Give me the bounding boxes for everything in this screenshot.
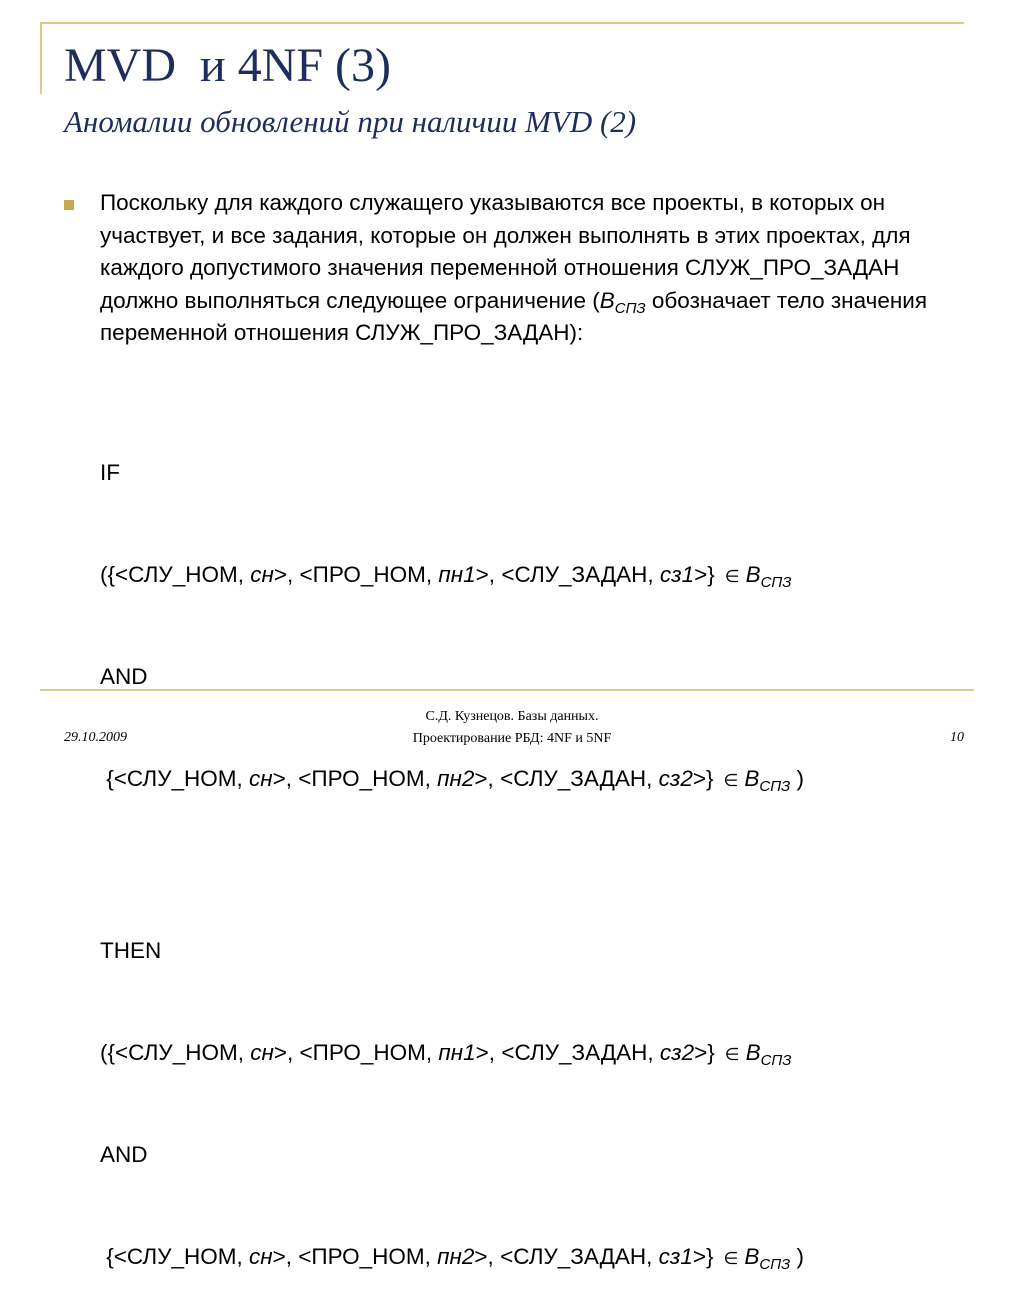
keyword-if: IF <box>100 460 120 485</box>
var-emp: сн <box>249 766 273 791</box>
attr-emp: <СЛУ_НОМ, <box>115 1040 251 1065</box>
element-of-icon: ∈ <box>724 567 740 586</box>
constraint-formula <box>100 388 980 1308</box>
attr-proj: <ПРО_НОМ, <box>299 1040 439 1065</box>
set-sub: СПЗ <box>759 1256 791 1273</box>
close-brace: } <box>706 766 714 791</box>
open-brace: { <box>106 1244 114 1269</box>
bullet-var-sub: СПЗ <box>614 299 646 317</box>
set-sub: СПЗ <box>759 778 791 795</box>
var-proj1: пн1 <box>438 562 476 587</box>
attr-emp: <СЛУ_НОМ, <box>113 1244 249 1269</box>
set-sub: СПЗ <box>760 1052 792 1069</box>
open-brace: { <box>107 1040 116 1065</box>
keyword-and: AND <box>100 1142 148 1167</box>
frame-left-rule <box>40 22 42 94</box>
element-of-icon: ∈ <box>723 1249 739 1268</box>
slide-subtitle: Аномалии обновлений при наличии MVD (2) <box>64 104 637 139</box>
attr-task: <СЛУ_ЗАДАН, <box>501 562 660 587</box>
bullet-text-before: Поскольку для каждого служащего указываются все проекты, в которых он участвует, и все задания, которые он должен выполнять в этих проектах, для каждого допустимого значения переменной отношения СЛУЖ_ПРО_ЗАДАН должно выполняться следующее ограничение ( <box>100 190 911 313</box>
bullet-square-icon <box>64 200 74 210</box>
set-base: B <box>745 1040 761 1065</box>
set-base: B <box>745 562 761 587</box>
footer-date: 29.10.2009 <box>64 730 127 745</box>
var-emp: сн <box>250 562 274 587</box>
formula-premise-2 <box>100 762 980 796</box>
gt: > <box>694 562 708 587</box>
close-brace: } <box>707 1040 715 1065</box>
gt: > <box>692 1244 707 1269</box>
open-brace: { <box>106 766 114 791</box>
var-emp: сн <box>250 1040 274 1065</box>
sep: >, <box>272 766 299 791</box>
close-paren: ) <box>790 766 805 791</box>
formula-conclusion-2 <box>100 1240 980 1274</box>
slide-title: MVD и 4NF (3) <box>64 39 392 92</box>
var-proj1: пн1 <box>438 1040 476 1065</box>
close-brace: } <box>706 1244 714 1269</box>
element-of-icon: ∈ <box>724 1045 740 1064</box>
var-proj2: пн2 <box>437 766 475 791</box>
formula-if-line <box>100 456 980 490</box>
var-task1: сз1 <box>658 1244 693 1269</box>
var-proj2: пн2 <box>437 1244 475 1269</box>
set-base: B <box>744 1244 760 1269</box>
var-task1: сз1 <box>659 562 695 587</box>
set-sub: СПЗ <box>760 574 792 591</box>
close-brace: } <box>707 562 715 587</box>
attr-proj: <ПРО_НОМ, <box>299 562 439 587</box>
attr-proj: <ПРО_НОМ, <box>298 766 438 791</box>
attr-proj: <ПРО_НОМ, <box>298 1244 438 1269</box>
sep: >, <box>273 1040 300 1065</box>
bullet-text-after: обозначает тело значения переменной отношения СЛУЖ_ПРО_ЗАДАН): <box>100 287 928 345</box>
attr-task: <СЛУ_ЗАДАН, <box>500 1244 659 1269</box>
attr-task: <СЛУ_ЗАДАН, <box>501 1040 660 1065</box>
sep: >, <box>475 1040 502 1065</box>
footer-divider <box>40 689 974 691</box>
open-brace: { <box>107 562 116 587</box>
set-base: B <box>744 766 760 791</box>
formula-conclusion-1 <box>100 1036 980 1070</box>
var-task2: сз2 <box>658 766 693 791</box>
sep: >, <box>272 1244 299 1269</box>
sep: >, <box>475 562 502 587</box>
bullet-var-base: B <box>599 287 615 313</box>
open-paren: ( <box>100 562 108 587</box>
var-task2: сз2 <box>659 1040 695 1065</box>
keyword-then: THEN <box>100 938 162 963</box>
element-of-icon: ∈ <box>723 771 739 790</box>
gt: > <box>692 766 707 791</box>
gt: > <box>694 1040 708 1065</box>
footer-caption <box>340 706 684 750</box>
bullet-text <box>100 187 980 350</box>
attr-emp: <СЛУ_НОМ, <box>113 766 249 791</box>
open-paren: ( <box>100 1040 108 1065</box>
keyword-and: AND <box>100 664 148 689</box>
attr-task: <СЛУ_ЗАДАН, <box>500 766 659 791</box>
sep: >, <box>474 766 501 791</box>
formula-then-line <box>100 934 980 968</box>
footer-author-line: С.Д. Кузнецов. Базы данных. <box>425 709 599 724</box>
formula-premise-1 <box>100 558 980 592</box>
footer-topic-line: Проектирование РБД: 4NF и 5NF <box>412 731 612 746</box>
frame-top-rule <box>40 22 964 24</box>
var-emp: сн <box>249 1244 273 1269</box>
sep: >, <box>474 1244 501 1269</box>
sep: >, <box>273 562 300 587</box>
formula-and-line-2 <box>100 1138 980 1172</box>
page-number: 10 <box>950 730 964 745</box>
attr-emp: <СЛУ_НОМ, <box>115 562 251 587</box>
close-paren: ) <box>790 1244 805 1269</box>
